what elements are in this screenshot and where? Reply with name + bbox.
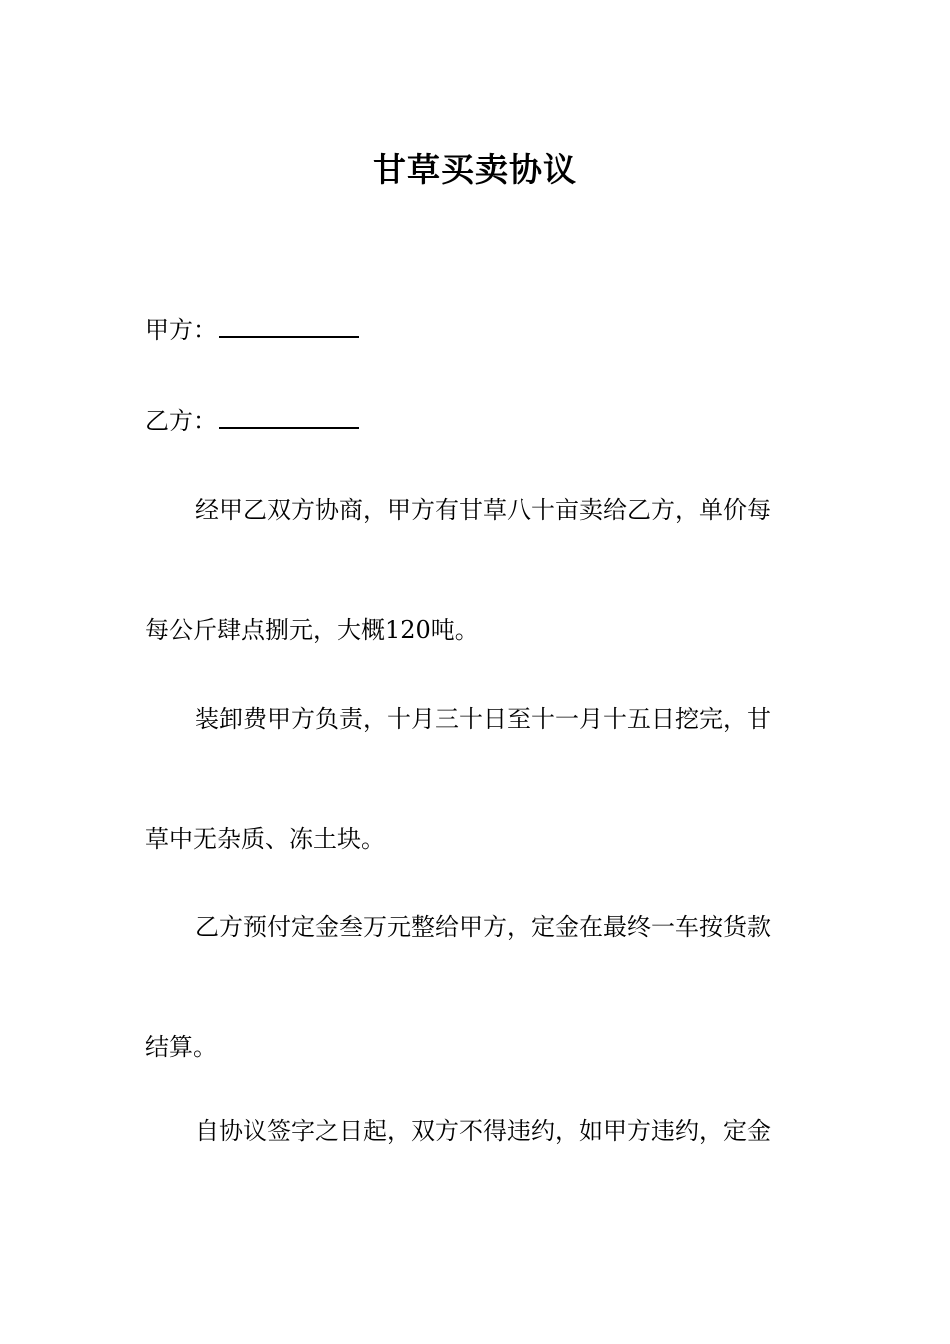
paragraph-2-line-1: 装卸费甲方负责，十月三十日至十一月十五日挖完，甘 bbox=[195, 705, 771, 733]
paragraph-4-line-1: 自协议签字之日起，双方不得违约，如甲方违约，定金 bbox=[195, 1117, 771, 1145]
paragraph-3-line-2: 结算。 bbox=[145, 1033, 217, 1061]
party-b-blank bbox=[219, 405, 359, 429]
party-b-line bbox=[145, 405, 810, 437]
paragraph-3-line-1: 乙方预付定金叁万元整给甲方，定金在最终一车按货款 bbox=[195, 913, 771, 941]
party-a-label: 甲方： bbox=[145, 316, 217, 344]
paragraph-1-line-1: 经甲乙双方协商，甲方有甘草八十亩卖给乙方，单价每 bbox=[195, 496, 771, 524]
paragraph-2-line-2: 草中无杂质、冻土块。 bbox=[145, 825, 385, 853]
party-b-label: 乙方： bbox=[145, 407, 217, 435]
party-a-line bbox=[145, 314, 810, 346]
paragraph-1-line-2: 每公斤肆点捌元，大概120吨。 bbox=[145, 616, 479, 644]
document-title: 甘草买卖协议 bbox=[373, 150, 577, 189]
party-a-blank bbox=[219, 314, 359, 338]
